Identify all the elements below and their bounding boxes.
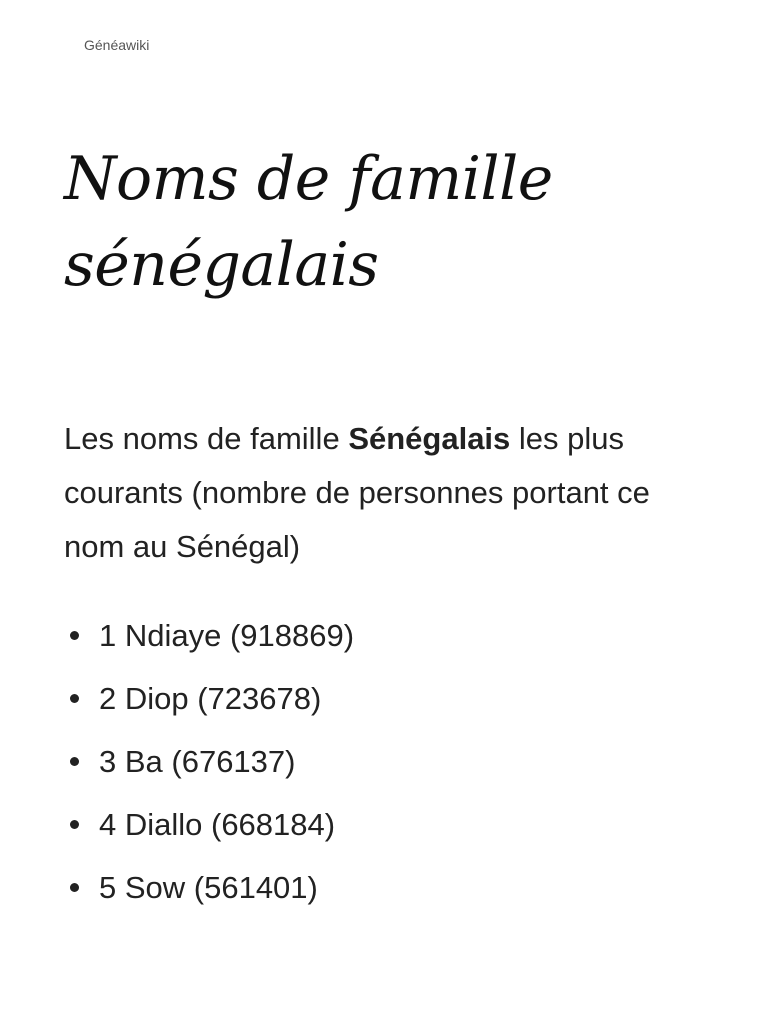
list-item-text: 5 Sow (561401) [99, 870, 318, 905]
bullet-icon [70, 883, 79, 892]
list-item [64, 667, 354, 730]
list-item-text: 3 Ba (676137) [99, 744, 296, 779]
intro-text-before: Les noms de famille [64, 421, 349, 456]
list-item [64, 730, 354, 793]
list-item [64, 793, 354, 856]
surname-list [64, 604, 354, 919]
list-item-text: 4 Diallo (668184) [99, 807, 336, 842]
site-name[interactable] [84, 26, 149, 50]
list-item [64, 856, 354, 919]
intro-paragraph [64, 412, 714, 574]
bullet-icon [70, 820, 79, 829]
page-title: Noms de famille sénégalais [64, 144, 553, 300]
list-item-text: 2 Diop (723678) [99, 681, 322, 716]
site-name-label[interactable]: Généawiki [84, 37, 150, 50]
list-item [64, 604, 354, 667]
intro-text-after: les plus courants (nombre de personnes portant ce nom au Sénégal) [64, 421, 650, 564]
list-item-text: 1 Ndiaye (918869) [99, 618, 355, 653]
bullet-icon [70, 694, 79, 703]
bullet-icon [70, 757, 79, 766]
intro-text-bold: Sénégalais [348, 421, 511, 456]
bullet-icon [70, 631, 79, 640]
